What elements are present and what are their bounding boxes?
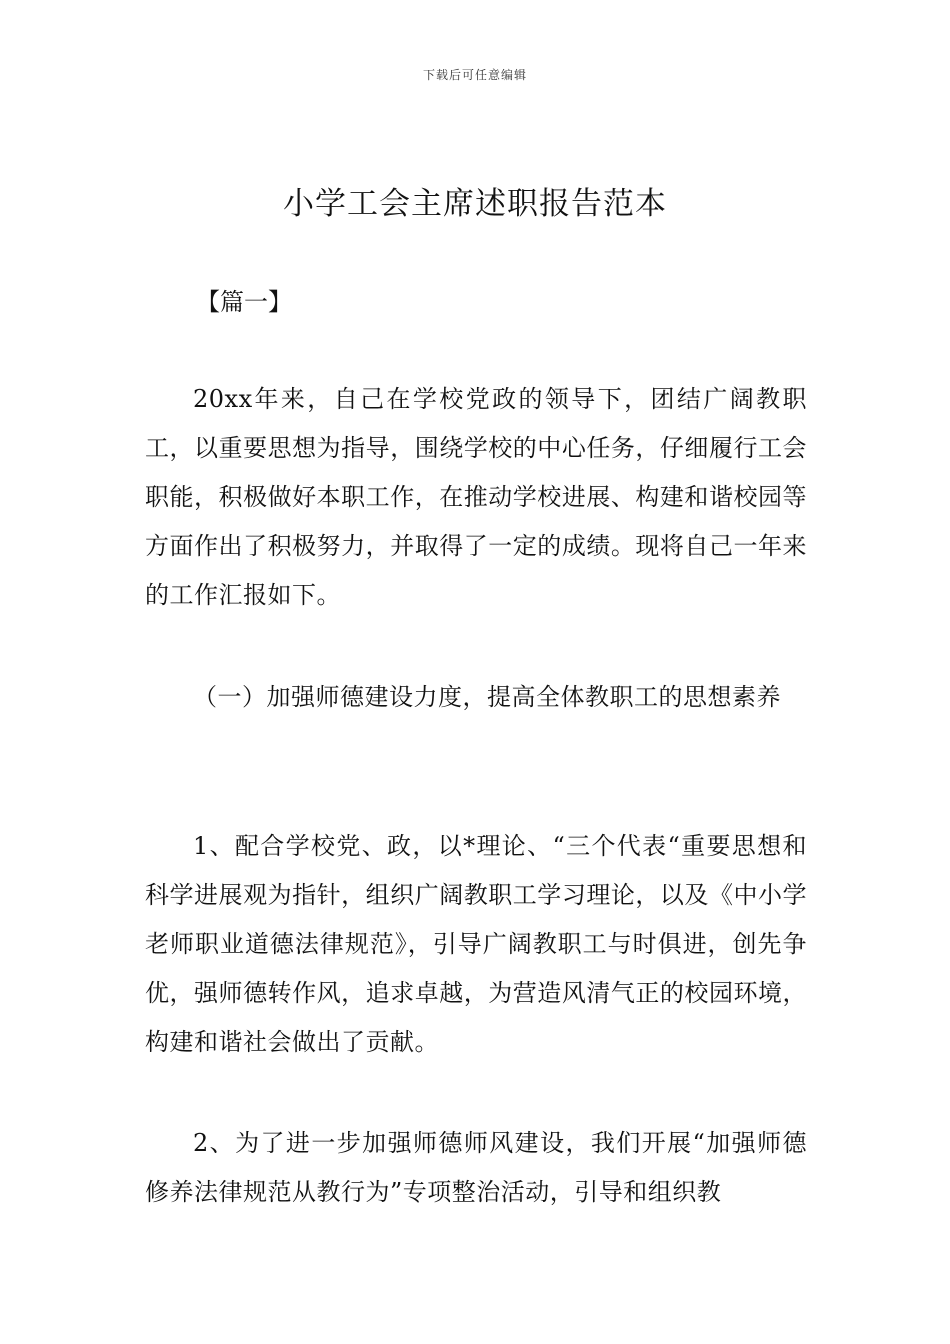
page-header-note: 下载后可任意编辑 [422,68,527,82]
paragraph-item-2: 2、为了进一步加强师德师风建设，我们开展“加强师德修养法律规范从教行为”专项整治活动，引导和组织教 [145,1129,807,1206]
paragraph-subheading: （一）加强师德建设力度，提高全体教职工的思想素养 [193,683,781,711]
paragraph-item-1: 1、配合学校党、政，以*理论、“三个代表“重要思想和科学进展观为指针，组织广阔教职工学习理论，以及《中小学老师职业道德法律规范》，引导广阔教职工与时俱进，创先争优，强师德转作风，追求卓越，为营造风清气正的校园环境，构建和谐社会做出了贡献。 [145,832,807,1056]
section-label: 【篇一】 [196,288,292,316]
document-title: 小学工会主席述职报告范本 [283,186,667,222]
paragraph-intro: 20xx年来，自己在学校党政的领导下，团结广阔教职工，以重要思想为指导，围绕学校的中心任务，仔细履行工会职能，积极做好本职工作，在推动学校进展、构建和谐校园等方面作出了积极努力，并取得了一定的成绩。现将自己一年来的工作汇报如下。 [145,385,807,609]
